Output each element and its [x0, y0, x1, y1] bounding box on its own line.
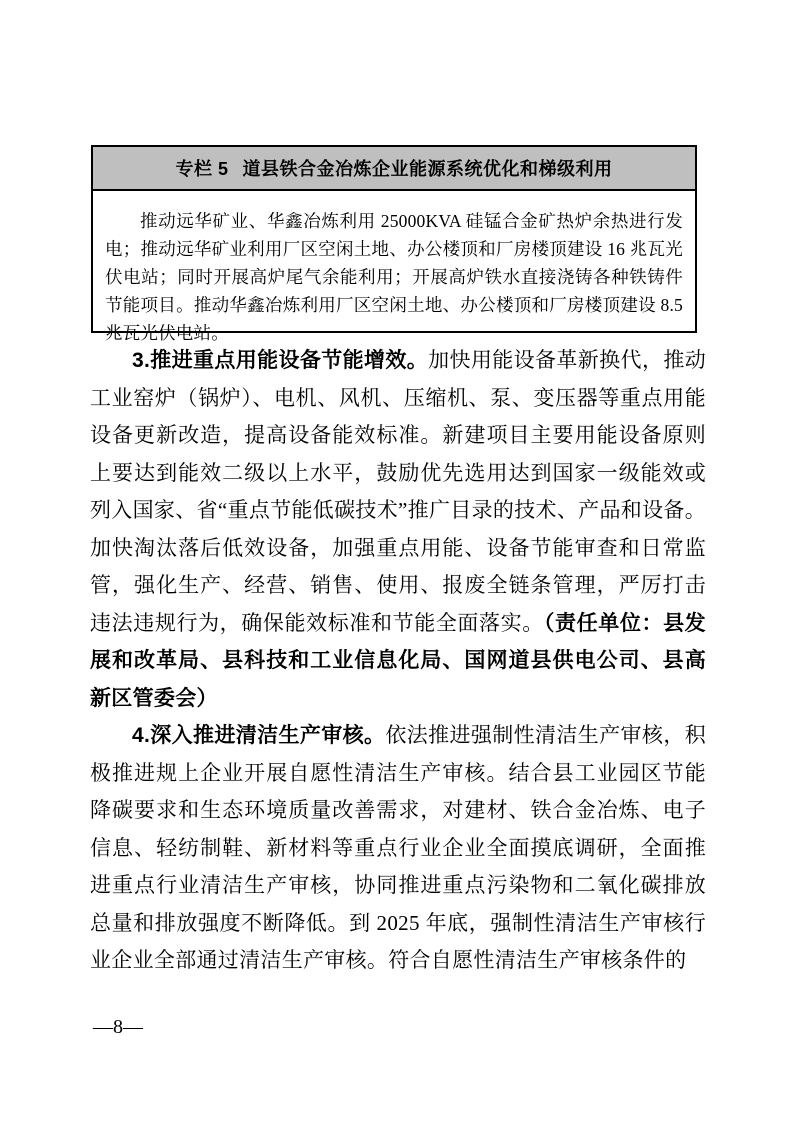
callout-box-body	[93, 191, 695, 347]
callout-box	[91, 145, 697, 343]
paragraph-3-lead: 3.推进重点用能设备节能增效。	[132, 349, 429, 372]
callout-box-label: 专栏 5	[175, 159, 229, 179]
paragraph-4	[90, 717, 706, 980]
paragraph-3-body: 加快用能设备革新换代，推动工业窑炉（锅炉）、电机、风机、压缩机、泵、变压器等重点用能设备更新改造，提高设备能效标准。新建项目主要用能设备原则上要达到能效二级以上水平，鼓励优先选用达到国家一级能效或列入国家、省“重点节能低碳技术”推广目录的技术、产品和设备。加快淘汰落后低效设备，加强重点用能、设备节能审查和日常监管，强化生产、经营、销售、使用、报废全链条管理，严厉打击违法违规行为，确保能效标准和节能全面落实。	[90, 348, 706, 635]
paragraph-4-lead: 4.深入推进清洁生产审核。	[132, 724, 386, 747]
callout-box-title: 道县铁合金冶炼企业能源系统优化和梯级利用	[242, 159, 613, 179]
page-number: —8—	[93, 1016, 143, 1038]
paragraph-3	[90, 342, 706, 717]
paragraph-4-body: 依法推进强制性清洁生产审核，积极推进规上企业开展自愿性清洁生产审核。结合县工业园区节能降碳要求和生态环境质量改善需求，对建材、铁合金冶炼、电子信息、轻纺制鞋、新材料等重点行业企业全面摸底调研，全面推进重点行业清洁生产审核，协同推进重点污染物和二氧化碳排放总量和排放强度不断降低。到 2025 年底，强制性清洁生产审核行业企业全部通过清洁生产审核。符合自愿性清洁生产审核条件的	[90, 723, 706, 972]
callout-box-header	[93, 147, 695, 191]
callout-box-text: 推动远华矿业、华鑫冶炼利用 25000KVA 硅锰合金矿热炉余热进行发电；推动远华矿业利用厂区空闲土地、办公楼顶和厂房楼顶建设 16 兆瓦光伏电站；同时开展高炉尾气余能利用；开展高炉铁水直接浇铸各种铁铸件节能项目。推动华鑫冶炼利用厂区空闲土地、办公楼顶和厂房楼顶建设 8.5 兆瓦光伏电站。	[105, 211, 683, 343]
paragraph-3-responsibility: （责任单位：县发展和改革局、县科技和工业信息化局、国网道县供电公司、县高新区管委会）	[90, 611, 706, 710]
document-content	[90, 342, 706, 980]
